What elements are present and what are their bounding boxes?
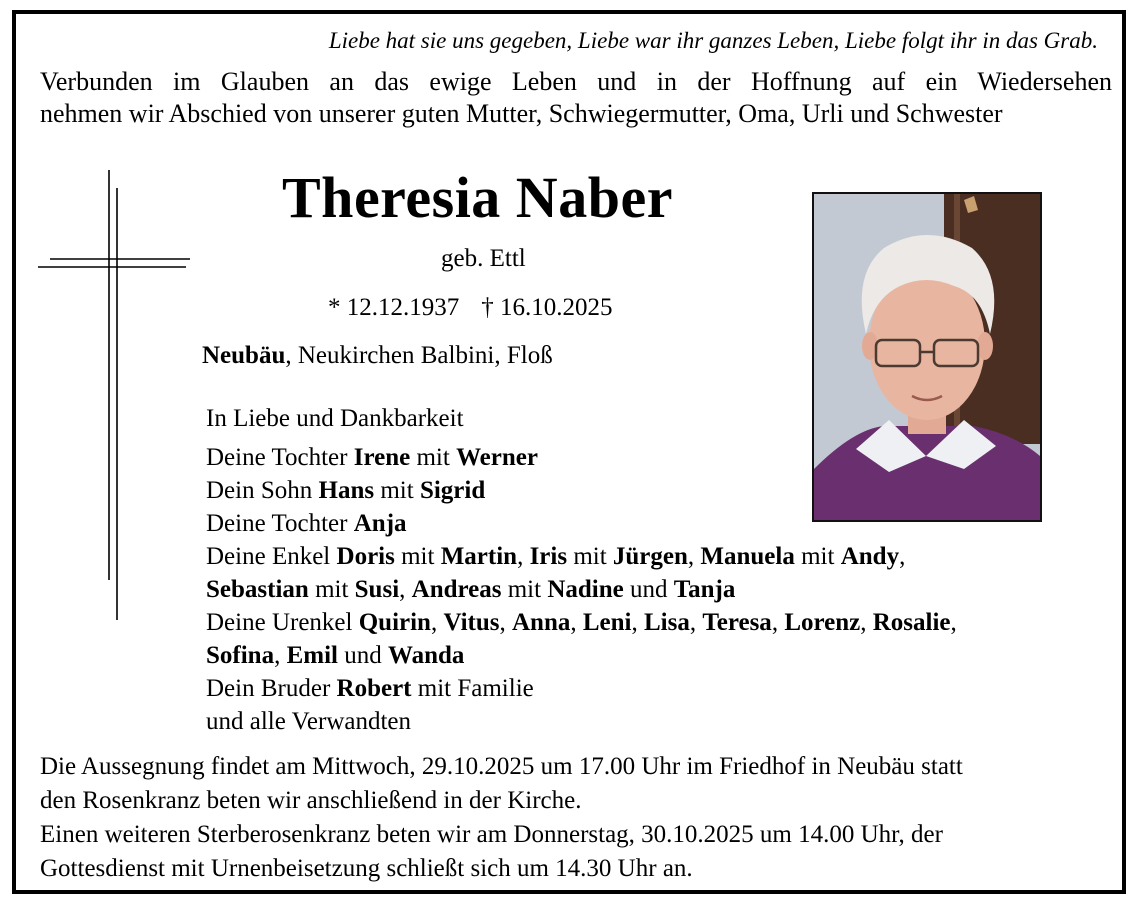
- mourner-name: Manuela: [700, 543, 795, 570]
- mourner-name: Nadine: [547, 576, 624, 603]
- mourner-row: [206, 507, 1086, 540]
- notice-line-3: Einen weiteren Sterberosenkranz beten wir am Donnerstag, 30.10.2025 um 14.00 Uhr, der: [40, 821, 943, 848]
- mourner-text: ,: [399, 576, 412, 603]
- mourner-text: und alle Verwandten: [206, 708, 412, 735]
- mourners-heading: In Liebe und Dankbarkeit: [206, 405, 464, 432]
- mourner-text: mit Familie: [411, 675, 534, 702]
- mourner-text: mit: [567, 543, 613, 570]
- deceased-name: Theresia Naber: [282, 165, 673, 230]
- mourner-text: Deine Enkel: [206, 543, 337, 570]
- mourner-text: mit: [308, 576, 355, 603]
- mourner-name: Werner: [456, 444, 538, 471]
- mourner-rows: [206, 441, 1086, 738]
- mourner-text: Dein Sohn: [206, 477, 319, 504]
- mourner-name: Irene: [353, 444, 411, 471]
- mourner-text: ,: [687, 543, 701, 570]
- obituary-frame: [12, 10, 1126, 894]
- mourner-name: Sofina: [206, 642, 275, 669]
- mourner-text: mit: [394, 543, 441, 570]
- mourner-name: Lorenz: [784, 609, 861, 636]
- mourner-name: Robert: [336, 675, 412, 702]
- mourner-name: Sigrid: [419, 477, 486, 504]
- mourner-name: Wanda: [388, 642, 465, 669]
- mourner-text: ,: [689, 609, 703, 636]
- mourner-text: und: [338, 642, 388, 669]
- notice-line-1: Die Aussegnung findet am Mittwoch, 29.10.2025 um 17.00 Uhr im Friedhof in Neubäu statt: [40, 753, 963, 780]
- mourner-row: [206, 606, 1086, 639]
- mourner-name: Andy: [840, 543, 900, 570]
- mourner-text: Dein Bruder: [206, 675, 337, 702]
- mourner-name: Leni: [582, 609, 632, 636]
- mourner-row: [206, 441, 1086, 474]
- places-rest: , Neukirchen Balbini, Floß: [285, 342, 553, 369]
- mourner-text: ,: [950, 609, 957, 636]
- mourner-text: ,: [899, 543, 906, 570]
- mourner-name: Jürgen: [612, 543, 688, 570]
- mourner-text: ,: [430, 609, 444, 636]
- mourner-text: ,: [771, 609, 785, 636]
- mourner-row: [206, 474, 1086, 507]
- mourner-name: Sebastian: [206, 576, 309, 603]
- mourner-text: ,: [570, 609, 583, 636]
- mourner-text: mit: [374, 477, 420, 504]
- motto-quote: Liebe hat sie uns gegeben, Liebe war ihr ganzes Leben, Liebe folgt ihr in das Grab.: [328, 28, 1098, 53]
- mourner-name: Iris: [529, 543, 568, 570]
- mourner-name: Susi: [354, 576, 400, 603]
- mourner-text: Deine Tochter: [206, 510, 354, 537]
- mourner-text: mit: [410, 444, 457, 471]
- death-date: † 16.10.2025: [481, 294, 613, 321]
- intro-text: [40, 66, 1112, 130]
- maiden-name: geb. Ettl: [441, 245, 526, 272]
- places-line: [202, 342, 553, 370]
- mourner-name: Andreas: [411, 576, 502, 603]
- place-main: Neubäu: [202, 342, 286, 369]
- mourner-name: Tanja: [673, 576, 736, 603]
- mourner-text: Deine Tochter: [206, 444, 354, 471]
- mourner-name: Vitus: [443, 609, 500, 636]
- mourner-row: [206, 639, 1086, 672]
- mourner-name: Quirin: [358, 609, 431, 636]
- notice-line-2: den Rosenkranz beten wir anschließend in der Kirche.: [40, 787, 582, 814]
- mourner-row: [206, 573, 1086, 606]
- life-dates: [328, 294, 613, 322]
- mourner-name: Martin: [440, 543, 518, 570]
- mourner-text: mit: [501, 576, 548, 603]
- mourner-name: Lisa: [644, 609, 690, 636]
- mourner-text: ,: [517, 543, 530, 570]
- mourner-row: [206, 672, 1086, 705]
- mourner-text: Deine Urenkel: [206, 609, 359, 636]
- mourner-name: Anna: [512, 609, 571, 636]
- mourner-text: ,: [860, 609, 873, 636]
- birth-date: * 12.12.1937: [328, 294, 460, 321]
- cross-icon: [36, 168, 196, 624]
- intro-line-2: nehmen wir Abschied von unserer guten Mutter, Schwiegermutter, Oma, Urli und Schwester: [40, 99, 1003, 128]
- service-notice: [40, 750, 1120, 886]
- mourner-text: und: [623, 576, 674, 603]
- mourner-name: Hans: [318, 477, 375, 504]
- mourner-row: [206, 705, 1086, 738]
- mourner-text: mit: [794, 543, 841, 570]
- notice-line-4: Gottesdienst mit Urnenbeisetzung schließt sich um 14.30 Uhr an.: [40, 855, 693, 882]
- mourner-name: Teresa: [702, 609, 772, 636]
- mourner-name: Doris: [336, 543, 395, 570]
- mourner-name: Rosalie: [872, 609, 951, 636]
- intro-line-1: Verbunden im Glauben an das ewige Leben und in der Hoffnung auf ein Wiedersehen: [40, 67, 1112, 96]
- mourner-text: ,: [631, 609, 644, 636]
- mourner-name: Anja: [353, 510, 407, 537]
- mourner-name: Emil: [286, 642, 338, 669]
- mourner-text: ,: [499, 609, 512, 636]
- mourner-row: [206, 540, 1086, 573]
- mourners-list: [206, 402, 1086, 738]
- mourner-text: ,: [274, 642, 287, 669]
